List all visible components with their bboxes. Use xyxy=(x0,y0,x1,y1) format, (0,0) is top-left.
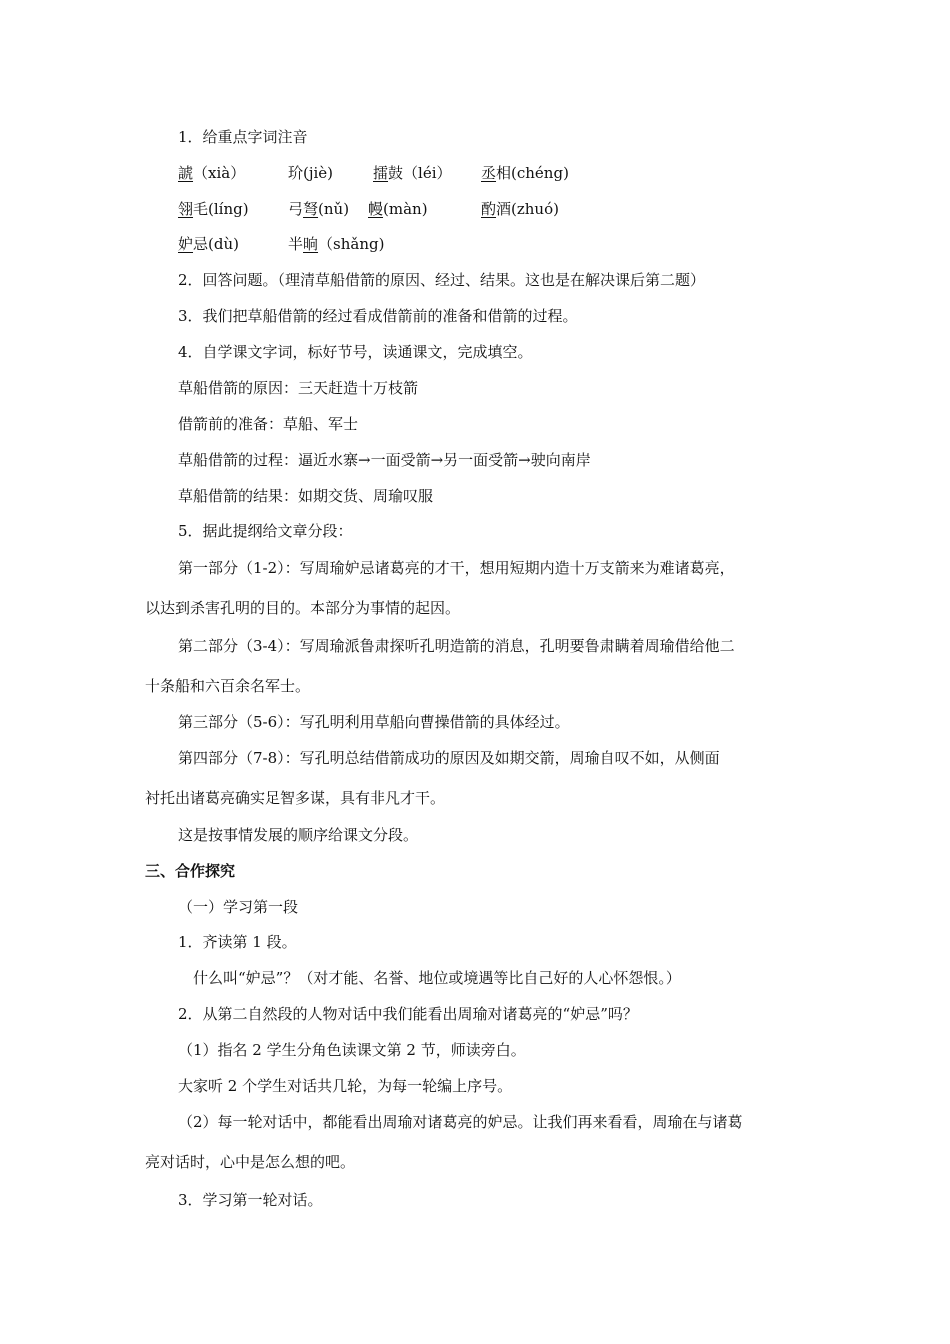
pinyin-item: 擂鼓（léi） xyxy=(373,164,452,182)
step3: 3．学习第一轮对话。 xyxy=(178,1191,323,1209)
step2-listen: 大家听 2 个学生对话共几轮，为每一轮编上序号。 xyxy=(178,1077,513,1095)
fill-reason: 草船借箭的原因：三天赶造十万枝箭 xyxy=(178,379,419,397)
pinyin-row-1 xyxy=(178,163,569,183)
step2-2-line1: （2）每一轮对话中，都能看出周瑜对诸葛亮的妒忌。让我们再来看看，周瑜在与诸葛 xyxy=(178,1113,743,1131)
part1-line2: 以达到杀害孔明的目的。本部分为事情的起因。 xyxy=(145,599,461,617)
pinyin-row-2 xyxy=(178,199,559,219)
part1-line1: 第一部分（1-2）：写周瑜妒忌诸葛亮的才干，想用短期内造十万支箭来为难诸葛亮， xyxy=(178,559,735,577)
item2: 2．回答问题。（理清草船借箭的原因、经过、结果。这也是在解决课后第二题） xyxy=(178,271,706,289)
item3: 3．我们把草船借箭的经过看成借箭前的准备和借箭的过程。 xyxy=(178,307,578,325)
item1-title: 1．给重点字词注音 xyxy=(178,128,308,146)
pinyin-item: 弓弩(nǔ) xyxy=(288,200,350,218)
sub1-title: （一）学习第一段 xyxy=(178,898,299,916)
pinyin-item: 妒忌(dù) xyxy=(178,235,239,253)
summary: 这是按事情发展的顺序给课文分段。 xyxy=(178,826,419,844)
part2-line1: 第二部分（3-4）：写周瑜派鲁肃探听孔明造箭的消息，孔明要鲁肃瞒着周瑜借给他二 xyxy=(178,637,735,655)
step2-1: （1）指名 2 学生分角色读课文第 2 节，师读旁白。 xyxy=(178,1041,526,1059)
fill-result: 草船借箭的结果：如期交货、周瑜叹服 xyxy=(178,487,434,505)
section3-title: 三、合作探究 xyxy=(145,862,236,880)
pinyin-item: 酌酒(zhuó) xyxy=(481,200,559,218)
pinyin-item: 半晌（shǎng) xyxy=(288,235,385,253)
pinyin-item: 翎毛(líng) xyxy=(178,200,249,218)
item4: 4．自学课文字词，标好节号，读通课文，完成填空。 xyxy=(178,343,533,361)
pinyin-item: 諕（xià） xyxy=(178,164,246,182)
pinyin-item: 玠(jiè) xyxy=(288,164,334,182)
part3: 第三部分（5-6）：写孔明利用草船向曹操借箭的具体经过。 xyxy=(178,713,570,731)
step1: 1．齐读第 1 段。 xyxy=(178,933,297,951)
pinyin-item: 丞相(chéng) xyxy=(481,164,569,182)
step2: 2．从第二自然段的人物对话中我们能看出周瑜对诸葛亮的“妒忌”吗？ xyxy=(178,1005,638,1023)
fill-process: 草船借箭的过程：逼近水寨→一面受箭→另一面受箭→驶向南岸 xyxy=(178,451,591,469)
pinyin-row-3 xyxy=(178,234,384,254)
fill-prep: 借箭前的准备：草船、军士 xyxy=(178,415,359,433)
part2-line2: 十条船和六百余名军士。 xyxy=(145,677,311,695)
part4-line1: 第四部分（7-8）：写孔明总结借箭成功的原因及如期交箭，周瑜自叹不如，从侧面 xyxy=(178,749,720,767)
step2-2-line2: 亮对话时，心中是怎么想的吧。 xyxy=(145,1153,356,1171)
jealous-question: 什么叫“妒忌”？（对才能、名誉、地位或境遇等比自己好的人心怀怨恨。） xyxy=(193,969,681,987)
pinyin-item: 幔(màn) xyxy=(368,200,428,218)
item5: 5．据此提纲给文章分段： xyxy=(178,522,353,540)
part4-line2: 衬托出诸葛亮确实足智多谋，具有非凡才干。 xyxy=(145,789,446,807)
